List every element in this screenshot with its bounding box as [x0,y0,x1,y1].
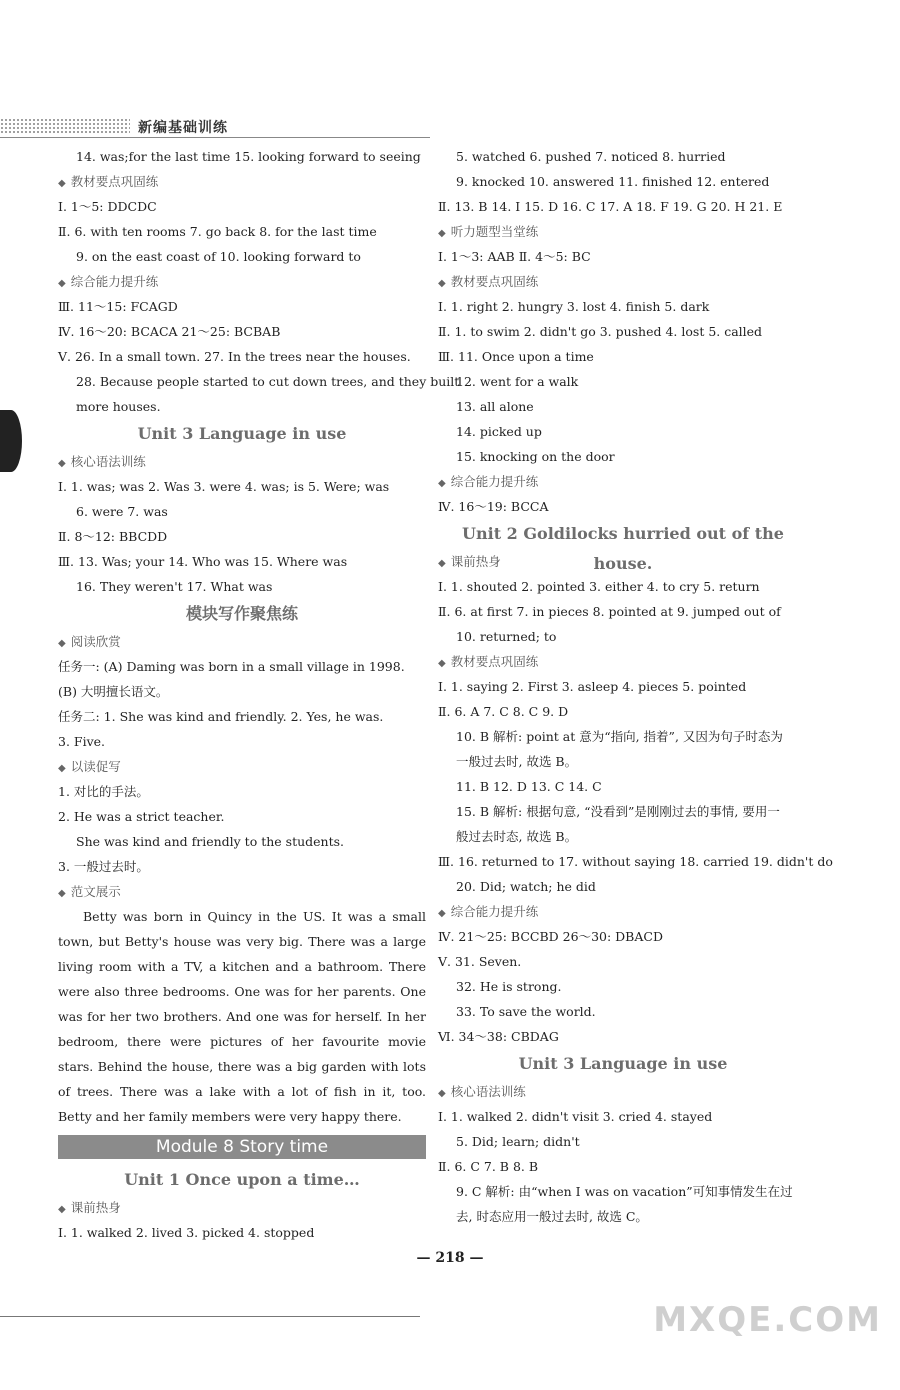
left-answer-line: Ⅲ. 13. Was; your 14. Who was 15. Where was [58,554,348,569]
right-unit-title: Unit 2 Goldilocks hurried out of the house. [462,524,784,573]
section-label: 范文展示 [70,884,121,899]
left-answer-line: 14. was;for the last time 15. looking forward to seeing [76,149,421,164]
right-answer-line: 11. B 12. D 13. C 14. C [456,779,602,794]
diamond-icon: ◆ [58,278,66,289]
right-answer-line: 32. He is strong. [456,979,562,994]
right-answer-line: Ⅵ. 34～38: CBDAG [438,1029,559,1044]
right-answer-line: 5. watched 6. pushed 7. noticed 8. hurried [456,149,726,164]
left-section-heading [58,169,426,194]
header-title: 新编基础训练 [138,120,228,136]
right-column [438,144,833,1229]
right-answer-line: 15. B 解析: 根据句意, “没看到”是刚刚过去的事情, 要用一 [456,804,780,819]
footer-rule [0,1316,420,1317]
right-answer-line: Ⅴ. 31. Seven. [438,954,522,969]
right-answer-line: 33. To save the world. [456,1004,596,1019]
header-rule [0,137,430,138]
left-section-heading [58,1195,426,1220]
section-label: 核心语法训练 [70,454,146,469]
diamond-icon: ◆ [438,658,446,669]
diamond-icon: ◆ [58,178,66,189]
left-section-heading [58,269,426,294]
left-answer-line: 6. were 7. was [76,504,168,519]
left-module-banner: Module 8 Story time [58,1135,426,1159]
diamond-icon: ◆ [58,638,66,649]
left-answer-line: Ⅳ. 16～20: BCACA 21～25: BCBAB [58,324,281,339]
diamond-icon: ◆ [438,478,446,489]
right-answer-line: 9. C 解析: 由“when I was on vacation”可知事情发生在过 [456,1184,793,1199]
diamond-icon: ◆ [58,888,66,899]
diamond-icon: ◆ [58,763,66,774]
left-answer-line: Ⅰ. 1～5: DDCDC [58,199,157,214]
right-answer-line: Ⅰ. 1. saying 2. First 3. asleep 4. pieces 5. pointed [438,679,747,694]
right-answer-line: Ⅱ. 1. to swim 2. didn't go 3. pushed 4. lost 5. called [438,324,763,339]
left-answer-line: 3. 一般过去时。 [58,859,149,874]
diamond-icon: ◆ [58,1204,66,1215]
right-answer-line: Ⅰ. 1. shouted 2. pointed 3. either 4. to cry 5. return [438,579,760,594]
left-answer-line: 9. on the east coast of 10. looking forward to [76,249,361,264]
left-section-heading [58,449,426,474]
diamond-icon: ◆ [438,908,446,919]
left-answer-line: 1. 对比的手法。 [58,784,149,799]
header-dot-pattern [0,118,130,134]
left-unit-title: 模块写作聚焦练 [185,604,298,623]
left-unit-title: Unit 3 Language in use [137,424,347,443]
right-answer-line: 15. knocking on the door [456,449,615,464]
left-answer-line: Ⅴ. 26. In a small town. 27. In the trees near the houses. [58,349,411,364]
right-section-heading [438,469,808,494]
right-answer-line: Ⅲ. 16. returned to 17. without saying 18. carried 19. didn't do [438,854,833,869]
left-section-heading [58,629,426,654]
left-column [58,144,460,1245]
right-answer-line: Ⅲ. 11. Once upon a time [438,349,594,364]
left-answer-line: Ⅰ. 1. was; was 2. Was 3. were 4. was; is 5. Were; was [58,479,390,494]
section-label: 阅读欣赏 [70,634,121,649]
left-answer-line: 任务二: 1. She was kind and friendly. 2. Yes, he was. [58,709,384,724]
page-edge-blot [0,410,22,472]
left-answer-line: more houses. [76,399,161,414]
right-answer-line: 般过去时态, 故选 B。 [456,829,578,844]
right-section-heading [438,219,808,244]
diamond-icon: ◆ [438,558,446,569]
right-section-heading [438,899,808,924]
right-answer-line: Ⅰ. 1. walked 2. didn't visit 3. cried 4. stayed [438,1109,713,1124]
left-answer-line: Ⅱ. 8～12: BBCDD [58,529,168,544]
right-answer-line: 10. B 解析: point at 意为“指向, 指着”, 又因为句子时态为 [456,729,783,744]
right-answer-line: 10. returned; to [456,629,557,644]
right-answer-line: Ⅱ. 6. A 7. C 8. C 9. D [438,704,569,719]
right-answer-line: 12. went for a walk [456,374,579,389]
diamond-icon: ◆ [438,278,446,289]
left-answer-line: 任务一: (A) Daming was born in a small village in 1998. [58,659,405,674]
right-answer-line: 13. all alone [456,399,534,414]
left-answer-line: Ⅰ. 1. walked 2. lived 3. picked 4. stopped [58,1225,315,1240]
left-answer-line: 2. He was a strict teacher. [58,809,225,824]
right-section-heading [438,649,808,674]
section-label: 听力题型当堂练 [450,224,539,239]
section-label: 课前热身 [450,554,501,569]
right-answer-line: 去, 时态应用一般过去时, 故选 C。 [456,1209,648,1224]
right-answer-line: Ⅳ. 16～19: BCCA [438,499,549,514]
right-section-heading [438,269,808,294]
right-answer-line: 20. Did; watch; he did [456,879,596,894]
left-answer-line: 16. They weren't 17. What was [76,579,273,594]
right-answer-line: Ⅳ. 21～25: BCCBD 26～30: DBACD [438,929,663,944]
right-answer-line: Ⅱ. 6. at first 7. in pieces 8. pointed at 9. jumped out of [438,604,781,619]
section-label: 综合能力提升练 [450,474,539,489]
page-number: — 218 — [416,1250,484,1266]
left-answer-line: Ⅱ. 6. with ten rooms 7. go back 8. for the last time [58,224,377,239]
left-sample-essay: Betty was born in Quincy in the US. It was a small town, but Betty's house was very big. There was a large living room with a TV, a kitchen and a bathroom. There were also three bedrooms. One was for her parents. One was for her two brothers. And one was for herself. In her bedroom, there were pictures of her favourite movie stars. Behind the house, there was a big garden with lots of trees. There was a lake with a lot of fish in it, too. Betty and her family members were very happy there. [58,909,426,1124]
right-answer-line: 9. knocked 10. answered 11. finished 12. entered [456,174,770,189]
section-label: 以读促写 [70,759,121,774]
left-answer-line: 28. Because people started to cut down trees, and they built [76,374,460,389]
diamond-icon: ◆ [438,228,446,239]
section-label: 核心语法训练 [450,1084,526,1099]
left-unit-title: Unit 1 Once upon a time… [124,1170,360,1189]
page-number-value: 218 [435,1250,465,1266]
left-answer-line: 3. Five. [58,734,106,749]
right-answer-line: 14. picked up [456,424,542,439]
right-section-heading [438,1079,808,1104]
right-answer-line: 5. Did; learn; didn't [456,1134,580,1149]
section-label: 教材要点巩固练 [450,654,539,669]
section-label: 综合能力提升练 [70,274,159,289]
watermark: MXQE.COM [653,1300,882,1340]
right-answer-line: 一般过去时, 故选 B。 [456,754,578,769]
left-answer-line: Ⅲ. 11～15: FCAGD [58,299,178,314]
section-label: 教材要点巩固练 [450,274,539,289]
left-answer-line: (B) 大明擅长语文。 [58,684,169,699]
right-answer-line: Ⅱ. 13. B 14. I 15. D 16. C 17. A 18. F 19. G 20. H 21. E [438,199,783,214]
right-answer-line: Ⅱ. 6. C 7. B 8. B [438,1159,539,1174]
left-section-heading [58,754,426,779]
diamond-icon: ◆ [58,458,66,469]
section-label: 综合能力提升练 [450,904,539,919]
left-section-heading [58,879,426,904]
section-label: 课前热身 [70,1200,121,1215]
right-answer-line: Ⅰ. 1～3: AAB Ⅱ. 4～5: BC [438,249,591,264]
right-answer-line: Ⅰ. 1. right 2. hungry 3. lost 4. finish 5. dark [438,299,710,314]
left-answer-line: She was kind and friendly to the students. [76,834,344,849]
right-unit-title: Unit 3 Language in use [518,1054,728,1073]
section-label: 教材要点巩固练 [70,174,159,189]
diamond-icon: ◆ [438,1088,446,1099]
